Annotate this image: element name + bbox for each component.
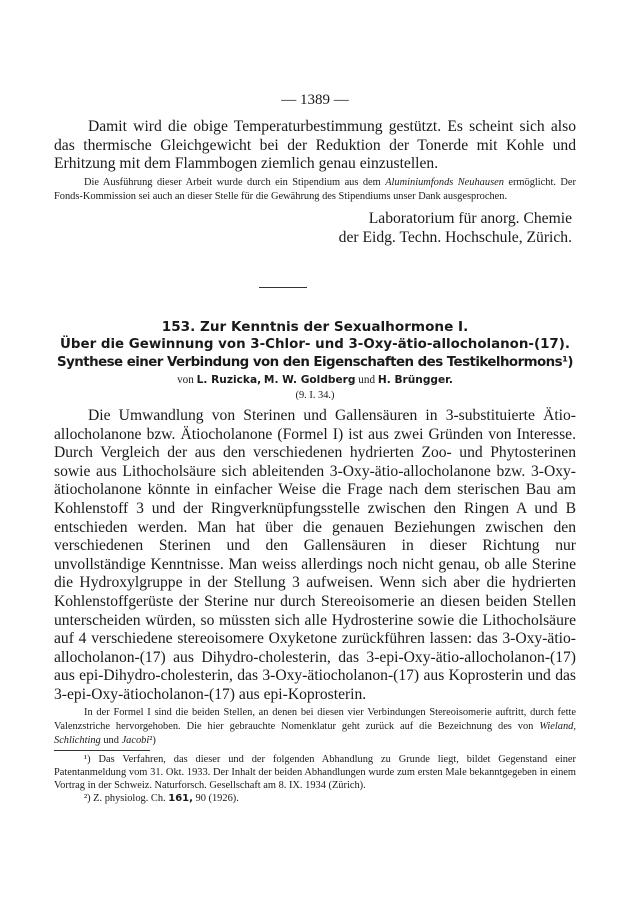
funding-note [54, 176, 576, 204]
footnote-2 [54, 792, 576, 805]
formula-note-text: In der Formel I sind die beiden Stellen, an denen bei diesen vier Verbindungen Stereoisomerie auftritt, durch fette Valenzstriche hervorgehoben. Die hier gebrauchte Nomenklatur geht zurück auf die Bezeichnung des von [54, 706, 576, 732]
intro-section [54, 118, 576, 247]
article-date: (9. I. 34.) [295, 390, 335, 401]
author-1: L. Ruzicka, [196, 374, 262, 386]
byline-und: und [358, 374, 376, 386]
byline [54, 372, 576, 388]
formula-note [54, 706, 576, 748]
body-paragraph: Die Umwandlung von Sterinen und Gallensäuren in 3-substituierte Ätio-allocholanone bzw. Ätiocholanone (Formel I) ist aus zwei Gründen von Interesse. Durch Vergleich der aus den verschiedenen hydrierten Zoo- und Phytosterinen sowie aus Lithocholsäure sich ableitenden 3-Oxy-ätio-allocholanone bzw. 3-Oxy-ätiocholanone könnte in einfacher Weise die Frage nach dem sterischen Bau am Kohlenstoff 3 und der Ringverknüpfungsstelle zwischen den Ringen A und B entschieden werden. Man hat über die genauen Beziehungen zwischen den verschiedenen Sterinen und den Gallensäuren in dieser Richtung nur unvollständige Kenntnisse. Man weiss allerdings noch nicht genau, ob alle Sterine die Hydroxylgruppe in der Stellung 3 aufweisen. Wenn sich aber die hydrierten Kohlenstoffgerüste der Sterine nur durch Stereoisomerie an diesen beiden Stellen unterscheiden würden, so müssten sich alle Hydrosterine sowie die Lithocholsäure auf 4 verschiedene stereoisomere Oxyketone zurückführen lassen: das 3-Oxy-ätio-allocholanon-(17) aus Dihydro-cholesterin, das 3-epi-Oxy-ätio-allocholanon-(17) aus epi-Dihydro-cholesterin, das 3-Oxy-ätiocholanon-(17) aus Koprosterin und das 3-epi-Oxy-ätiocholanon-(17) aus epi-Koprosterin. [54, 407, 576, 703]
article-title-line-1: 153. Zur Kenntnis der Sexualhormone I. [161, 319, 469, 335]
formula-note-und: und [103, 734, 119, 746]
funding-name: Aluminiumfonds Neuhausen [385, 176, 504, 188]
author-2: M. W. Goldberg [263, 374, 356, 386]
footnote-2-volume: 161, [168, 792, 193, 804]
lab-line-1: Laboratorium für anorg. Chemie [368, 209, 572, 227]
article-body [54, 407, 576, 805]
footnote-2-text: ²) Z. physiolog. Ch. [84, 792, 166, 804]
footnote-2-pages: 90 (1926). [195, 792, 239, 804]
formula-note-ref: ²) [149, 734, 156, 746]
article-title-line-3: Synthese einer Verbindung von den Eigenschaften des Testikelhormons¹) [57, 355, 573, 370]
author-3: H. Brüngger. [377, 374, 453, 386]
footnote-1: ¹) Das Verfahren, das dieser und der folgenden Abhandlung zu Grunde liegt, bildet Gegenstand einer Patentanmeldung vom 31. Okt. 1933. Der Inhalt der beiden Abhandlungen wurde zum ersten Male bekanntgegeben in einem Vortrag in der Schweiz. Naturforsch. Gesellschaft am 8. IX. 1934 (Zürich). [54, 753, 576, 791]
formula-note-names: Wieland, Schlichting [54, 720, 576, 746]
intro-paragraph: Damit wird die obige Temperaturbestimmung gestützt. Es scheint sich also das thermische Gleichgewicht bei der Reduktion der Tonerde mit Kohle und Erhitzung mit dem Flammbogen ziemlich genau einzustellen. [54, 118, 576, 173]
byline-von: von [177, 374, 194, 386]
lab-line-2: der Eidg. Techn. Hochschule, Zürich. [338, 228, 572, 246]
section-divider [259, 287, 307, 288]
funding-note-text: Die Ausführung dieser Arbeit wurde durch ein Stipendium aus dem [84, 176, 381, 188]
article-header [54, 318, 576, 404]
article-title-line-2: Über die Gewinnung von 3-Chlor- und 3-Oxy-ätio-allocholanon-(17). [60, 337, 570, 352]
funding-note-text-2: ermöglicht. Der Fonds-Kommission sei auch an dieser Stelle für die Gewährung des Stipendiums unser Dank ausgesprochen. [54, 176, 576, 202]
page-number: — 1389 — [281, 92, 349, 108]
formula-note-jacobi: Jacobi [121, 734, 150, 746]
footnote-rule [54, 750, 150, 751]
